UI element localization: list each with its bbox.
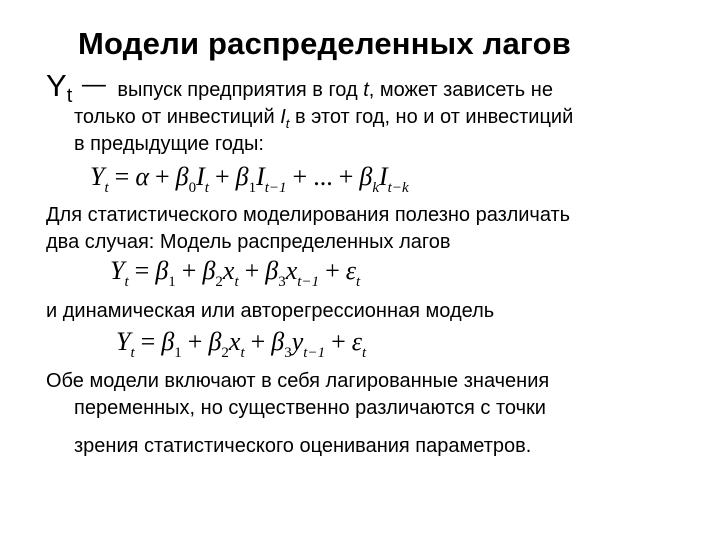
formula-distributed-lag-model: $Y_t = \beta_1 + \beta_2x_t + \beta_3x_{t-1} + \varepsilon_t$ [110,256,361,290]
intro-var-t: t [363,79,369,101]
intro-text-a: выпуск предприятия в год [117,79,364,101]
intro-var-i-sub: t [285,116,290,131]
intro-line2-b: в этот год, но и от инвестиций [289,106,574,128]
paragraph-4-line-1: Обе модели включают в себя лагированные значения [46,370,550,392]
em-dash: — [81,71,106,98]
paragraph-4-line-3: зрения статистического оценивания параметров. [74,435,532,457]
paragraph-2-line-2: два случая: Модель распределенных лагов [46,231,451,253]
output-symbol: $Y_t$ [46,68,73,107]
paragraph-2-line-1: Для статистического моделирования полезно различать [46,204,571,226]
formula-distributed-lag-general: $Y_t = \alpha + \beta_0I_t + \beta_1I_{t-1}$ + ... + $\beta_kI_{t-k}$ [90,162,409,196]
intro-text-b: , может зависеть не [368,79,553,101]
formula-autoregressive-model: $Y_t = \beta_1 + \beta_2x_t + \beta_3y_{t-1} + \varepsilon_t$ [116,327,367,361]
intro-line-3: в предыдущие годы: [74,133,264,155]
paragraph-3: и динамическая или авторегрессионная модель [46,300,495,322]
paragraph-4-line-2: переменных, но существенно различаются с точки [74,397,546,419]
page-title: Модели распределенных лагов [78,26,571,61]
intro-line2-a: только от инвестиций [74,106,281,128]
intro-var-i: I [280,106,286,128]
